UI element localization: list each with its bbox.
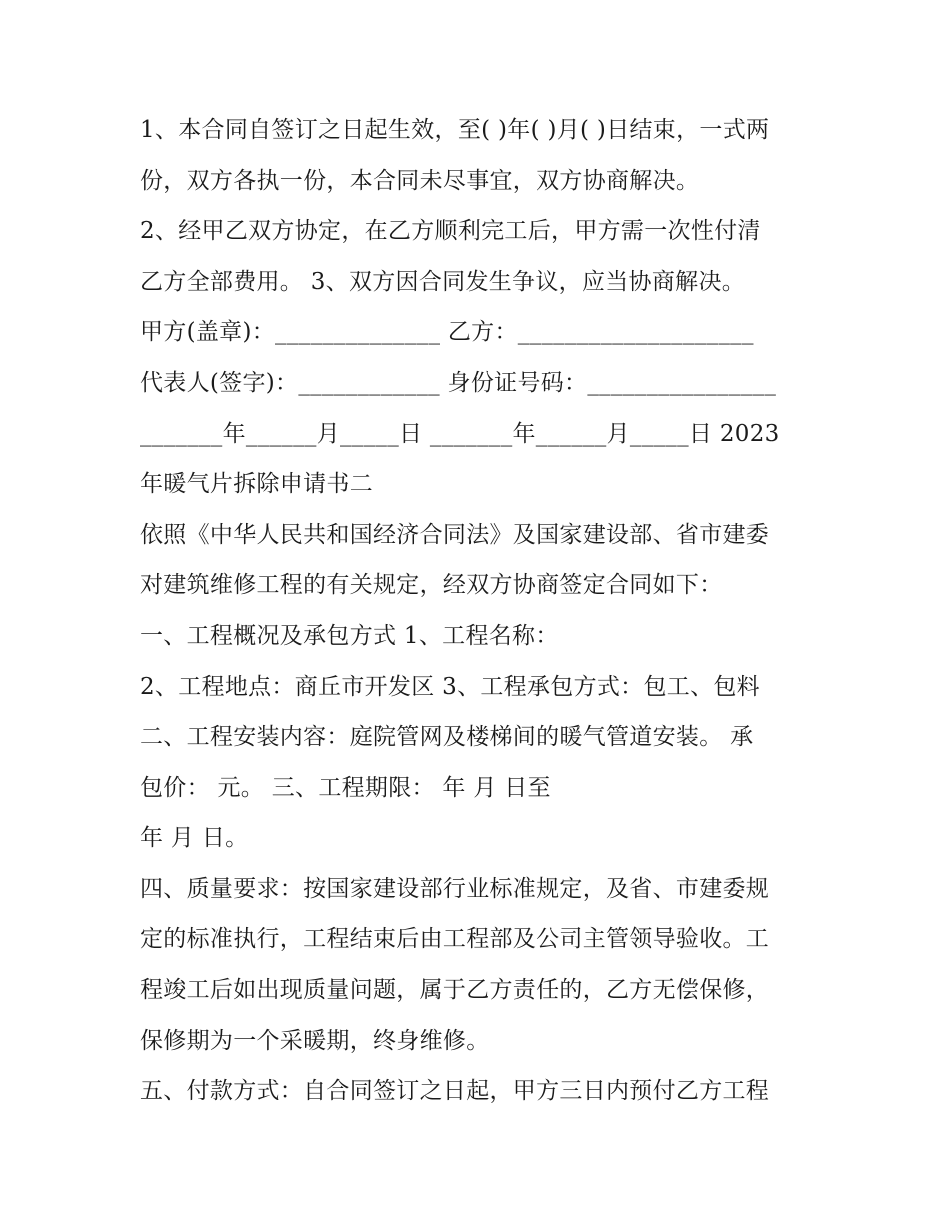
text-line: 年 月 日。 [140, 825, 249, 851]
text-line: 一、工程概况及承包方式 1、工程名称： [140, 623, 559, 649]
text-line: 二、工程安装内容：庭院管网及楼梯间的暖气管道安装。 承 [140, 724, 754, 750]
signature-line-representative: 代表人(签字)：____________ 身份证号码：________________ [140, 370, 777, 396]
text-line: 依照《中华人民共和国经济合同法》及国家建设部、省市建委 [140, 522, 770, 548]
text-line: 乙方全部费用。 3、双方因合同发生争议，应当协商解决。 [140, 269, 746, 295]
text-line: 2、经甲乙双方协定，在乙方顺利完工后，甲方需一次性付清 [140, 218, 761, 244]
text-line: 四、质量要求：按国家建设部行业标准规定，及省、市建委规 [140, 876, 770, 902]
text-line: 对建筑维修工程的有关规定，经双方协商签定合同如下： [140, 572, 723, 598]
text-line: 定的标准执行，工程结束后由工程部及公司主管领导验收。工 [140, 926, 770, 952]
text-line: 保修期为一个采暖期，终身维修。 [140, 1028, 490, 1054]
text-line: 份，双方各执一份，本合同未尽事宜，双方协商解决。 [140, 168, 700, 194]
text-line: 包价： 元。 三、工程期限： 年 月 日至 [140, 775, 551, 801]
text-line: 程竣工后如出现质量问题，属于乙方责任的，乙方无偿保修， [140, 977, 770, 1003]
signature-line-seal: 甲方(盖章)：______________ 乙方：____________________ [140, 319, 754, 345]
text-line: 1、本合同自签订之日起生效，至( )年( )月( )日结束，一式两 [140, 117, 770, 143]
text-line: 五、付款方式：自合同签订之日起，甲方三日内预付乙方工程 [140, 1078, 770, 1104]
section-title: 年暖气片拆除申请书二 [140, 471, 373, 497]
text-line: 2、工程地点：商丘市开发区 3、工程承包方式：包工、包料 [140, 674, 760, 700]
date-line: _______年______月_____日 _______年______月_____日 2023 [140, 421, 780, 447]
